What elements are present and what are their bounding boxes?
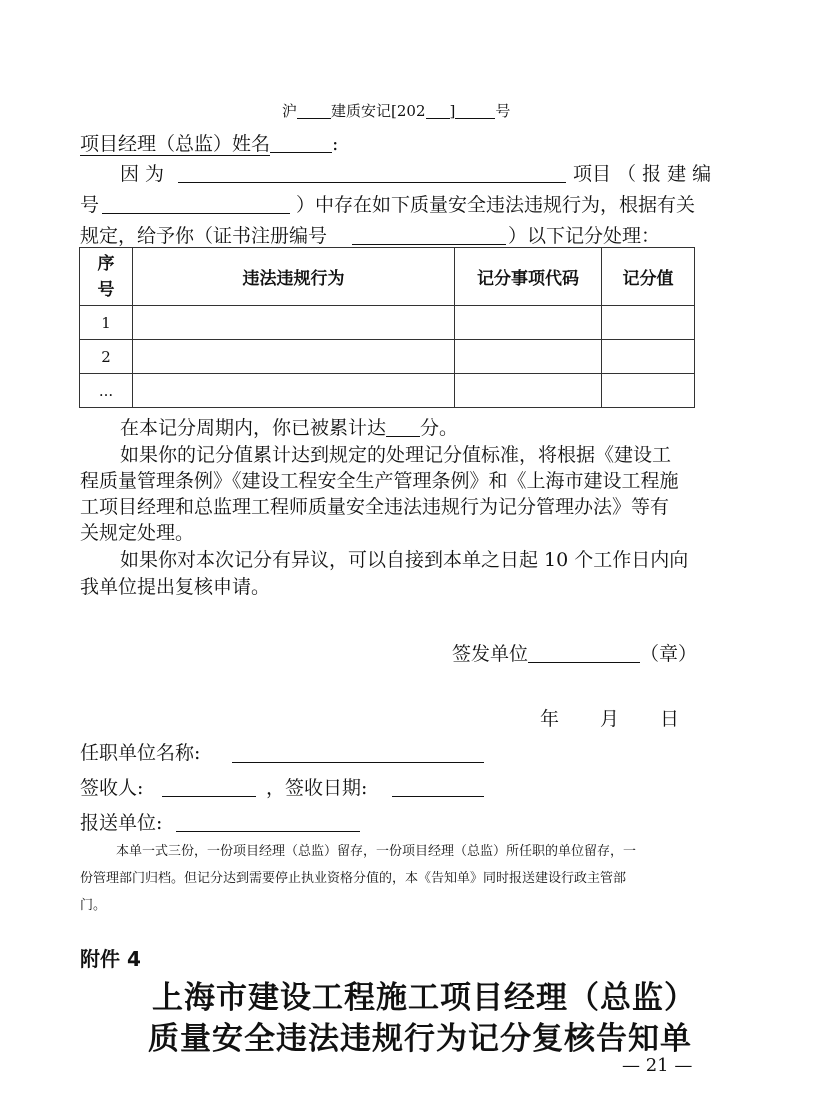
row-score[interactable] [602,306,695,340]
addressee-blank [270,134,332,153]
row-score[interactable] [602,340,695,374]
employer-field[interactable] [232,762,484,763]
row-code[interactable] [455,306,602,340]
body-line-2-end: ）中存在如下质量安全违法违规行为，根据有关 [296,194,696,216]
body-line-3-start: 规定，给予你（证书注册编号 [80,225,328,247]
row-behavior[interactable] [133,340,455,374]
attachment-title-line-1: 上海市建设工程施工项目经理（总监） [152,980,696,1016]
issuer-label: 签发单位 [452,643,529,665]
date-month: 月 [600,708,620,730]
header-score: 记分值 [602,248,695,306]
doc-blank-1 [297,104,331,119]
sign-date-field[interactable] [392,796,484,797]
receiver-label: 签收人: [80,777,144,799]
document-number [282,100,510,121]
doc-blank-3 [455,104,495,119]
row-seq: 1 [80,306,133,340]
doc-prefix: 沪 [282,102,298,120]
header-seq-char-2: 号 [97,279,115,300]
row-code[interactable] [455,374,602,408]
report-field[interactable] [176,831,360,832]
certificate-number-blank [352,244,506,245]
review-line-2: 我单位提出复核申请。 [80,576,271,598]
standard-line-2: 程质量管理条例》《建设工程安全生产管理条例》和《上海市建设工程施 [80,470,679,492]
doc-suffix: 号 [495,102,511,120]
project-name-blank [178,182,566,183]
row-seq: ... [80,374,133,408]
header-behavior: 违法违规行为 [133,248,455,306]
row-code[interactable] [455,340,602,374]
body-line-3-end: ）以下记分处理： [508,225,661,247]
doc-middle: 建质安记[202 [331,102,426,120]
report-label: 报送单位: [80,812,163,834]
date-year: 年 [540,708,560,730]
addressee-colon: : [332,133,339,155]
note-line-1: 本单一式三份，一份项目经理（总监）留存，一份项目经理（总监）所任职的单位留存，一 [116,844,637,859]
standard-line-1: 如果你的记分值累计达到规定的处理记分值标准，将根据《建设工 [120,444,672,466]
issuer-line [452,642,697,666]
table-row [80,306,695,340]
doc-bracket: ] [449,102,456,120]
row-behavior[interactable] [133,374,455,408]
cumulative-blank [386,418,420,437]
table-row [80,374,695,408]
body-line-1 [120,162,164,186]
standard-line-3: 工项目经理和总监理工程师质量安全违法违规行为记分管理办法》等有 [80,496,670,518]
project-paren-text: 项目 （ 报 建 编 [573,163,712,185]
violation-table [79,247,695,408]
row-seq: 2 [80,340,133,374]
report-number-blank [102,213,290,214]
table-row [80,340,695,374]
row-behavior[interactable] [133,306,455,340]
issuer-blank [528,644,640,663]
seal-text: （章） [640,643,698,665]
table-header-row [80,248,695,306]
sign-date-label: ，签收日期: [266,777,368,799]
note-line-2: 份管理部门归档。但记分达到需要停止执业资格分值的，本《告知单》同时报送建设行政主管部 [80,871,627,886]
doc-blank-2 [426,104,450,119]
page-number: — 21 — [622,1055,693,1076]
standard-line-4: 关规定处理。 [80,522,195,544]
addressee-line [80,132,338,156]
receiver-field[interactable] [162,796,256,797]
addressee-label: 项目经理（总监）姓名 [80,133,271,155]
attachment-title-line-2: 质量安全违法违规行为记分复核告知单 [148,1021,692,1057]
row-score[interactable] [602,374,695,408]
body-line-2-start: 号 [80,194,100,216]
cumulative-line [120,416,458,440]
header-code: 记分事项代码 [455,248,602,306]
cumulative-text: 在本记分周期内，你已被累计达 [120,417,387,439]
cumulative-end: 分。 [420,417,459,439]
date-day: 日 [660,708,680,730]
review-line-1: 如果你对本次记分有异议，可以自接到本单之日起 10 个工作日内向 [120,549,689,571]
note-line-3: 门。 [80,898,107,913]
header-seq [80,248,133,306]
header-seq-char-1: 序 [97,253,115,274]
because-text: 因 为 [120,163,165,185]
employer-label: 任职单位名称: [80,742,201,764]
attachment-label: 附件 4 [80,947,141,971]
